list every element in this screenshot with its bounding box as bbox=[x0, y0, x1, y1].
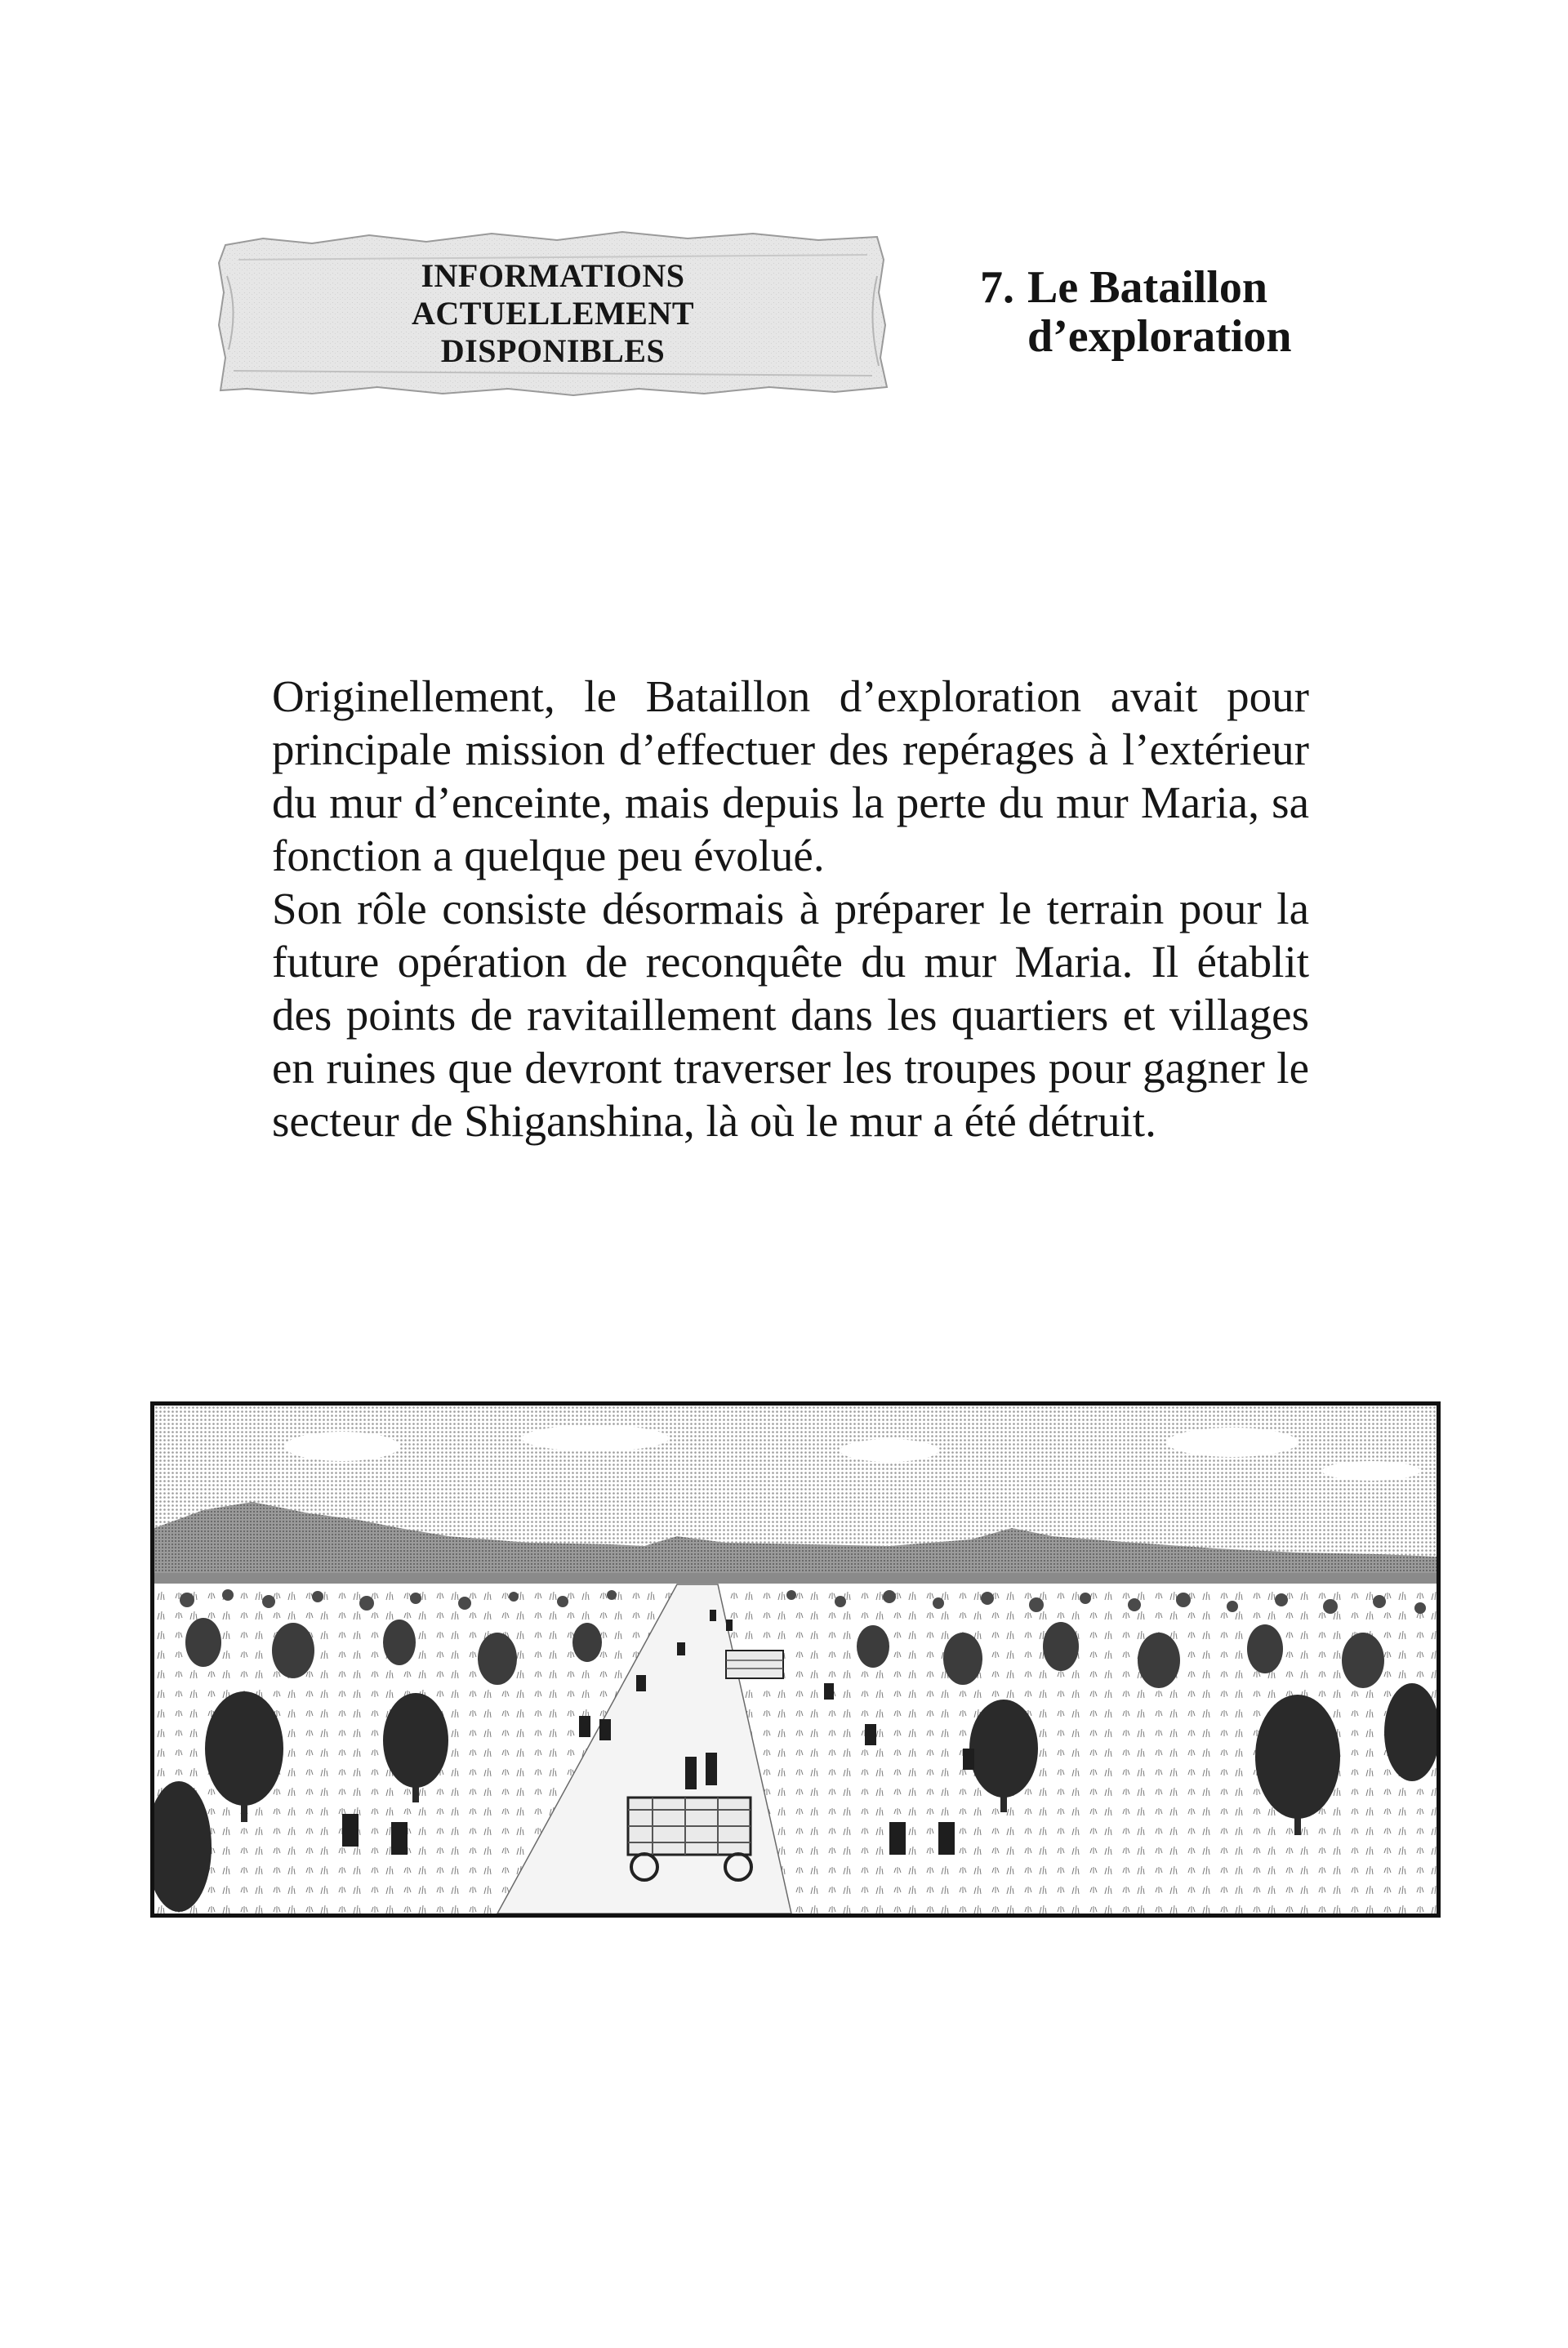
section-title-line-2: d’exploration bbox=[1027, 311, 1292, 362]
info-label-text bbox=[214, 227, 892, 400]
info-label-line: DISPONIBLES bbox=[440, 332, 666, 369]
info-label-line: ACTUELLEMENT bbox=[411, 295, 695, 332]
section-title bbox=[980, 263, 1323, 361]
info-label bbox=[214, 227, 892, 400]
landscape-illustration-icon bbox=[154, 1406, 1437, 1914]
info-label-line: INFORMATIONS bbox=[421, 257, 685, 294]
section-title-text: Le Bataillon bbox=[1027, 262, 1268, 313]
illustration-panel bbox=[150, 1401, 1441, 1918]
body-paragraph: Originellement, le Bataillon d’exploration avait pour principale mission d’effectuer des repérages à l’extérieur du mur d’enceinte, mais depuis la perte du mur Maria, sa fonction a quelque peu évolué. bbox=[272, 671, 1309, 880]
section-title-line-1 bbox=[980, 263, 1323, 312]
body-text bbox=[272, 670, 1309, 1147]
body-paragraph: Son rôle consiste désormais à préparer le terrain pour la future opération de reconquête du mur Maria. Il établit des points de ravitaillement dans les quartiers et villages en ruines que devront traverser les troupes pour gagner le secteur de Shiganshina, là où le mur a été détruit. bbox=[272, 884, 1309, 1146]
section-number: 7. bbox=[980, 262, 1014, 313]
